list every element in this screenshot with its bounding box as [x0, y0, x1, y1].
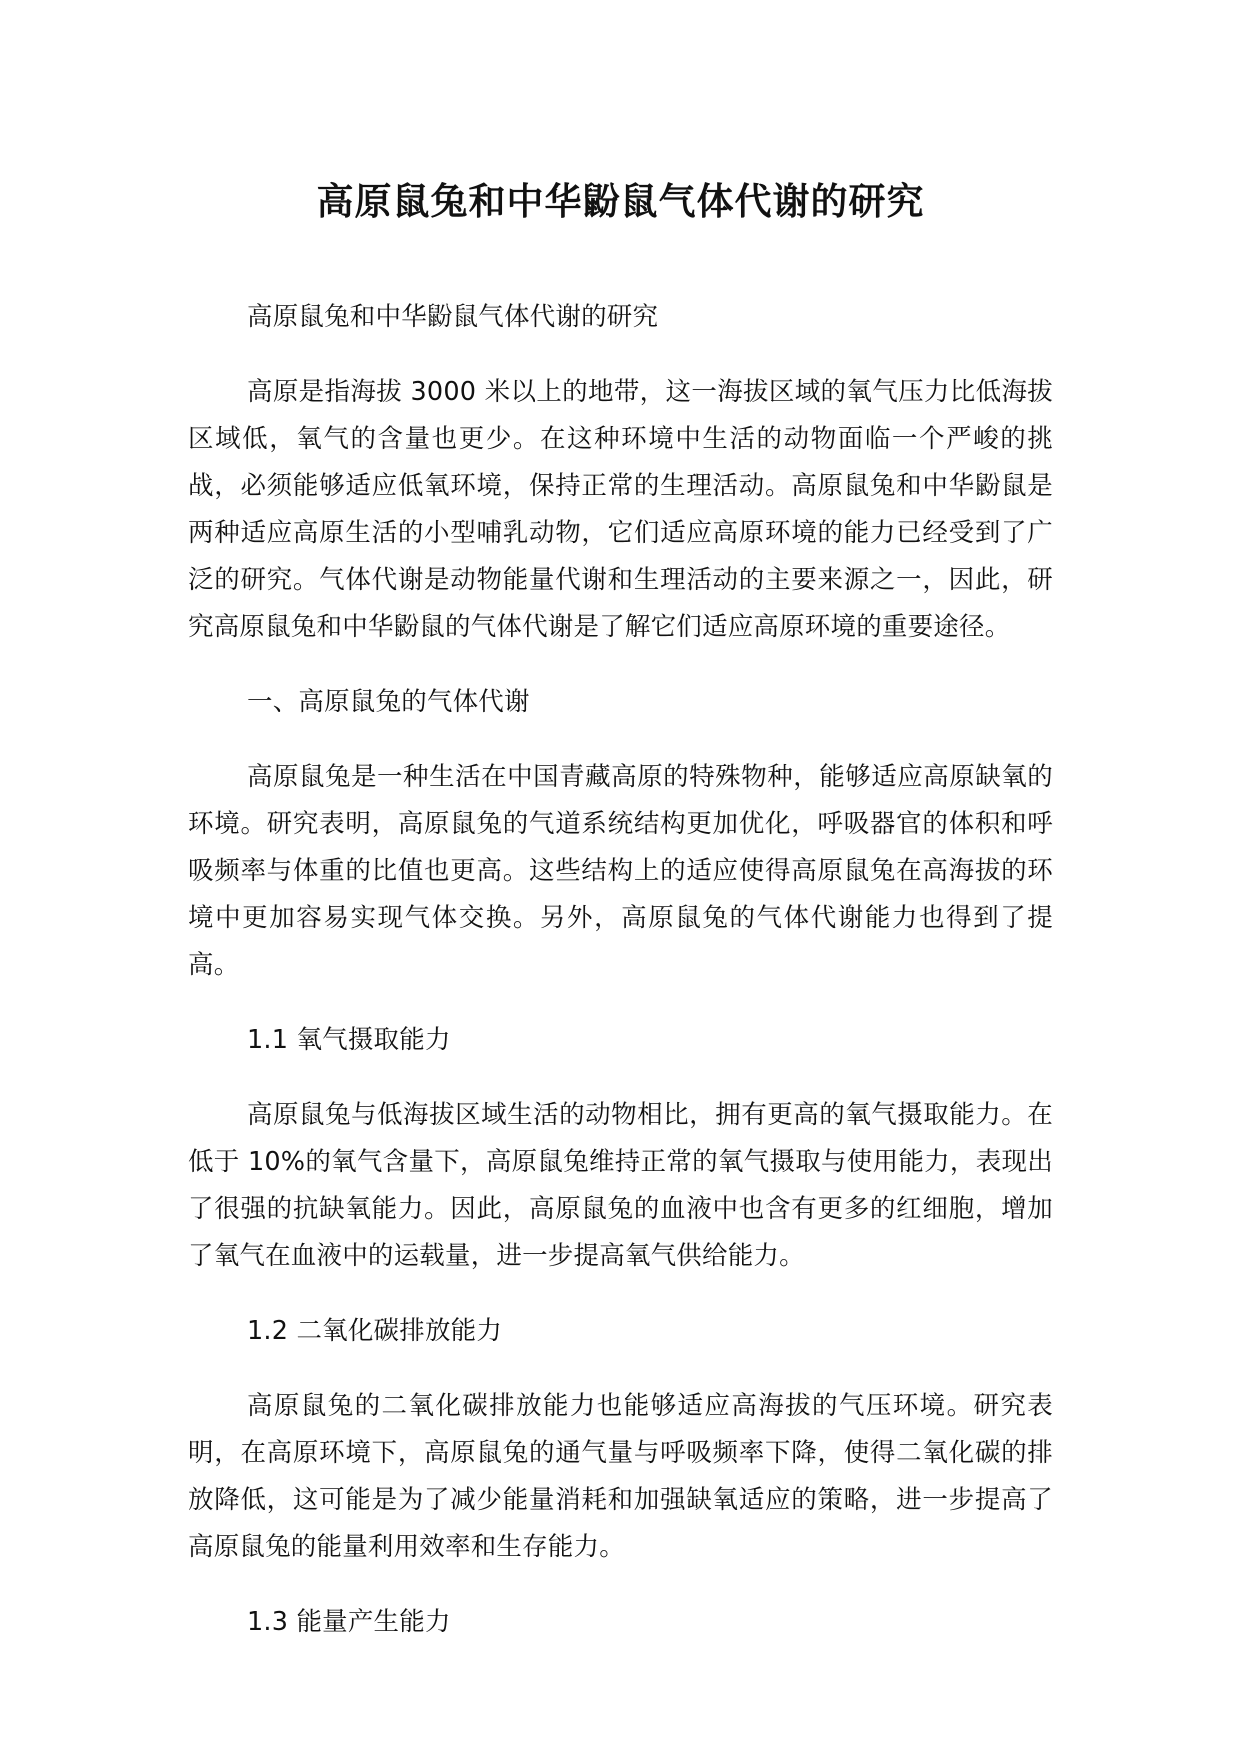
section-heading-1-2: 1.2 二氧化碳排放能力 — [247, 1316, 503, 1346]
section-1-2-paragraph: 高原鼠兔的二氧化碳排放能力也能够适应高海拔的气压环境。研究表明，在高原环境下，高原鼠兔的通气量与呼吸频率下降，使得二氧化碳的排放降低，这可能是为了减少能量消耗和加强缺氧适应的策略，进一步提高了高原鼠兔的能量利用效率和生存能力。 — [188, 1391, 1053, 1562]
document-title: 高原鼠兔和中华鼢鼠气体代谢的研究 — [316, 180, 925, 223]
intro-paragraph: 高原是指海拔 3000 米以上的地带，这一海拔区域的氧气压力比低海拔区域低，氧气的含量也更少。在这种环境中生活的动物面临一个严峻的挑战，必须能够适应低氧环境，保持正常的生理活动。高原鼠兔和中华鼢鼠是两种适应高原生活的小型哺乳动物，它们适应高原环境的能力已经受到了广泛的研究。气体代谢是动物能量代谢和生理活动的主要来源之一，因此，研究高原鼠兔和中华鼢鼠的气体代谢是了解它们适应高原环境的重要途径。 — [188, 377, 1053, 642]
section-heading-1: 一、高原鼠兔的气体代谢 — [247, 687, 530, 717]
section-1-paragraph: 高原鼠兔是一种生活在中国青藏高原的特殊物种，能够适应高原缺氧的环境。研究表明，高原鼠兔的气道系统结构更加优化，呼吸器官的体积和呼吸频率与体重的比值也更高。这些结构上的适应使得高原鼠兔在高海拔的环境中更加容易实现气体交换。另外，高原鼠兔的气体代谢能力也得到了提高。 — [188, 762, 1053, 980]
subtitle-paragraph: 高原鼠兔和中华鼢鼠气体代谢的研究 — [247, 302, 659, 332]
section-1-1-paragraph: 高原鼠兔与低海拔区域生活的动物相比，拥有更高的氧气摄取能力。在低于 10%的氧气含量下，高原鼠兔维持正常的氧气摄取与使用能力，表现出了很强的抗缺氧能力。因此，高原鼠兔的血液中也含有更多的红细胞，增加了氧气在血液中的运载量，进一步提高氧气供给能力。 — [188, 1100, 1053, 1271]
section-heading-1-3: 1.3 能量产生能力 — [247, 1607, 451, 1637]
document-body — [188, 294, 1053, 1674]
section-heading-1-1: 1.1 氧气摄取能力 — [247, 1025, 451, 1055]
